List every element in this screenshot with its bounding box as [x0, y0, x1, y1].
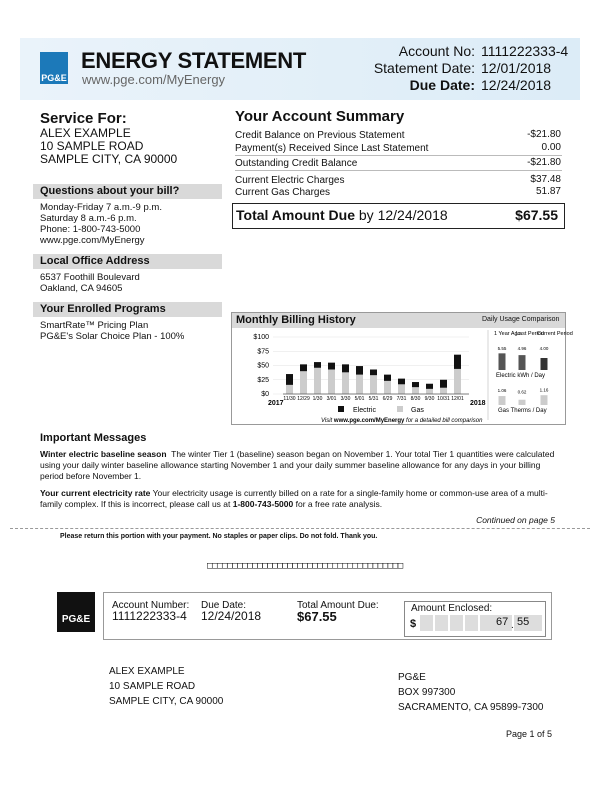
- amount-enclosed-dollars-value: 67: [496, 616, 509, 628]
- program-smartrate: SmartRate™ Pricing Plan: [40, 320, 149, 331]
- bar-electric: [440, 380, 447, 388]
- summary-divider: [235, 170, 562, 171]
- continued-note: Continued on page 5: [476, 515, 555, 525]
- bar-electric: [356, 366, 363, 375]
- message-rate-body: Your electricity usage is currently billed on a rate for a single-family home or common-use area of a multi-family complex. If this is incorrect, please call us at: [40, 488, 548, 509]
- bar-electric: [328, 363, 335, 370]
- program-solar-choice: PG&E's Solar Choice Plan - 100%: [40, 331, 185, 342]
- summary-row-label: Outstanding Credit Balance: [235, 158, 358, 169]
- summary-row-label: Credit Balance on Previous Statement: [235, 130, 405, 141]
- mailing-to-name: PG&E: [398, 672, 426, 683]
- mailing-to-box: BOX 997300: [398, 687, 456, 698]
- x-tick-label: 11/30: [283, 396, 296, 402]
- coupon-due-value: 12/24/2018: [201, 609, 262, 623]
- legend-electric-label: Electric: [353, 407, 376, 414]
- daily-electric-bar: [519, 355, 526, 370]
- statement-date-label: Statement Date:: [373, 60, 475, 76]
- coupon-due-label: Due Date:: [201, 600, 247, 611]
- x-tick-label: 12/29: [297, 396, 310, 402]
- daily-electric-label: Electric kWh / Day: [496, 373, 546, 379]
- daily-electric-value: 4.96: [517, 346, 527, 351]
- bar-gas: [314, 368, 321, 394]
- document-title: ENERGY STATEMENT: [81, 48, 306, 73]
- summary-divider: [235, 155, 562, 156]
- account-no-value: 1111222333-4: [481, 43, 569, 59]
- bar-gas: [370, 375, 377, 394]
- x-tick-label: 9/30: [424, 396, 435, 402]
- y-tick-label: $50: [257, 362, 269, 370]
- service-city: SAMPLE CITY, CA 90000: [40, 152, 178, 166]
- barcode: □□□□□□□□□□□□□□□□□□□□□□□□□□□□□□□□□□□□□□□: [207, 561, 403, 571]
- amount-enclosed-cell[interactable]: [450, 615, 463, 631]
- mailing-to: [398, 670, 543, 715]
- daily-gas-bar: [499, 396, 506, 405]
- x-tick-label: 5/31: [368, 396, 379, 402]
- total-due-by-date: by 12/24/2018: [358, 207, 448, 223]
- daily-gas-value: 1.16: [539, 387, 549, 393]
- message-baseline: [40, 449, 562, 482]
- bar-gas: [356, 375, 363, 394]
- amount-enclosed-cell[interactable]: [435, 615, 448, 631]
- summary-row-label: Payment(s) Received Since Last Statement: [235, 143, 429, 154]
- daily-usage-title: Daily Usage Comparison: [482, 316, 560, 323]
- message-rate-head: Your current electricity rate: [40, 488, 151, 498]
- bar-electric: [300, 364, 307, 371]
- y-tick-label: $0: [261, 391, 269, 398]
- mailing-to-city: SACRAMENTO, CA 95899-7300: [398, 702, 544, 713]
- bar-electric: [342, 364, 349, 372]
- y-tick-label: $75: [257, 348, 269, 356]
- due-date-label: Due Date:: [409, 77, 475, 93]
- amount-enclosed-cell[interactable]: [420, 615, 433, 631]
- bar-gas: [454, 369, 461, 394]
- office-title: Local Office Address: [33, 254, 222, 269]
- total-due-label: [236, 207, 448, 223]
- account-summary-title: Your Account Summary: [235, 108, 405, 125]
- daily-electric-bar: [541, 358, 548, 370]
- y-tick-label: $100: [253, 334, 269, 341]
- chart-footer: [321, 418, 483, 424]
- billing-history-chart: [231, 328, 573, 425]
- legend-electric-swatch: [338, 406, 344, 412]
- daily-gas-bar: [541, 395, 548, 405]
- chart-footer-pre: Visit: [321, 418, 333, 424]
- x-tick-label: 3/30: [340, 396, 351, 402]
- service-name: ALEX EXAMPLE: [40, 126, 131, 140]
- daily-electric-bar: [499, 353, 506, 370]
- daily-col-year-ago: 1 Year Ago: [494, 331, 521, 337]
- chart-footer-url: www.pge.com/MyEnergy: [333, 418, 405, 424]
- programs-title: Your Enrolled Programs: [33, 302, 222, 317]
- chart-footer-post: for a detailed bill comparison: [406, 418, 483, 424]
- return-instructions: Please return this portion with your payment. No staples or paper clips. Do not fold. Thank you.: [60, 533, 378, 540]
- service-street: 10 SAMPLE ROAD: [40, 139, 144, 153]
- bar-electric: [398, 379, 405, 385]
- x-tick-label: 1/30: [312, 396, 323, 402]
- bar-gas: [300, 371, 307, 394]
- bar-electric: [314, 362, 321, 368]
- amount-enclosed-decimal: .: [511, 620, 514, 631]
- coupon-account-label: Account Number:: [112, 600, 190, 611]
- total-due-text: Total Amount Due: [236, 207, 355, 223]
- bar-gas: [384, 381, 391, 394]
- summary-row-value: 51.87: [535, 186, 561, 197]
- tear-line: [10, 528, 590, 529]
- message-rate-phone: 1-800-743-5000: [232, 499, 294, 509]
- x-tick-label: 10/31: [437, 396, 450, 402]
- year-label-end: 2018: [470, 400, 486, 407]
- daily-electric-value: 4.00: [539, 346, 549, 351]
- bar-electric: [286, 374, 293, 385]
- bar-electric: [412, 382, 419, 387]
- summary-row-value: -$21.80: [527, 129, 561, 140]
- bar-gas: [440, 388, 447, 394]
- coupon-logo-text: PG&E: [61, 614, 91, 625]
- important-messages-title: Important Messages: [40, 432, 147, 444]
- mailing-from: [109, 664, 223, 709]
- daily-col-last-period: Last Period: [516, 331, 544, 337]
- bar-gas: [412, 387, 419, 394]
- summary-row-value: 0.00: [541, 142, 561, 153]
- message-rate: [40, 488, 562, 510]
- bar-electric: [370, 369, 377, 375]
- summary-row-label: Current Electric Charges: [235, 175, 345, 186]
- daily-col-current-period: Current Period: [537, 331, 573, 337]
- daily-electric-value: 5.55: [497, 346, 507, 351]
- y-tick-label: $25: [257, 376, 269, 384]
- amount-enclosed-cell[interactable]: [465, 615, 478, 631]
- mailing-from-street: 10 SAMPLE ROAD: [109, 681, 196, 692]
- summary-row-value: -$21.80: [527, 157, 561, 168]
- questions-url[interactable]: www.pge.com/MyEnergy: [40, 235, 145, 246]
- amount-enclosed-dollar-sign: $: [410, 618, 417, 630]
- year-label-start: 2017: [268, 400, 284, 407]
- account-no-label: Account No:: [398, 43, 475, 59]
- pge-logo-text: PG&E: [41, 73, 67, 83]
- total-due-value: $67.55: [515, 207, 558, 223]
- bar-gas: [342, 372, 349, 394]
- office-city: Oakland, CA 94605: [40, 283, 123, 294]
- x-tick-label: 3/01: [326, 396, 337, 402]
- due-date-value: 12/24/2018: [481, 77, 552, 93]
- questions-phone: Phone: 1-800-743-5000: [40, 224, 141, 235]
- questions-hours-weekday: Monday-Friday 7 a.m.-9 p.m.: [40, 202, 162, 213]
- bar-electric: [384, 375, 391, 381]
- questions-hours-saturday: Saturday 8 a.m.-6 p.m.: [40, 213, 137, 224]
- summary-row-label: Current Gas Charges: [235, 187, 331, 198]
- coupon-account-value: 1111222333-4: [112, 609, 187, 623]
- message-baseline-body: The winter Tier 1 (baseline) season began on November 1. Your total Tier 1 quantities were calculated using your daily winter baseline allowance starting November 1 and your daily summer baseline allowance for any days in your billing period before November 1.: [40, 449, 555, 481]
- bar-electric: [454, 355, 461, 369]
- message-baseline-head: Winter electric baseline season: [40, 449, 167, 459]
- coupon-total-value: $67.55: [297, 609, 337, 624]
- coupon-pge-logo: [57, 592, 95, 632]
- x-tick-label: 12/01: [451, 396, 464, 402]
- x-tick-label: 6/29: [382, 396, 393, 402]
- statement-date-value: 12/01/2018: [481, 60, 552, 76]
- header-url: www.pge.com/MyEnergy: [82, 72, 226, 87]
- x-tick-label: 8/30: [410, 396, 421, 402]
- bar-gas: [426, 389, 433, 394]
- page-number: Page 1 of 5: [505, 729, 552, 739]
- mailing-from-city: SAMPLE CITY, CA 90000: [109, 696, 224, 707]
- x-tick-label: 5/01: [354, 396, 365, 402]
- x-tick-label: 7/31: [396, 396, 407, 402]
- service-for-title: Service For:: [40, 110, 127, 127]
- daily-gas-value: 0.62: [517, 389, 527, 395]
- mailing-from-name: ALEX EXAMPLE: [109, 666, 185, 677]
- billing-history-title: Monthly Billing History: [236, 314, 356, 326]
- office-street: 6537 Foothill Boulevard: [40, 272, 140, 283]
- daily-gas-bar: [519, 400, 526, 405]
- daily-gas-value: 1.06: [497, 387, 507, 393]
- legend-gas-label: Gas: [411, 407, 424, 414]
- bar-gas: [286, 385, 293, 394]
- bar-gas: [398, 384, 405, 394]
- amount-enclosed-cents-value: 55: [517, 616, 530, 628]
- coupon-total-label: Total Amount Due:: [297, 600, 379, 611]
- summary-row-value: $37.48: [530, 174, 561, 185]
- message-rate-tail: for a free rate analysis.: [295, 499, 383, 509]
- amount-enclosed-label: Amount Enclosed:: [411, 603, 493, 614]
- bar-electric: [426, 384, 433, 389]
- bar-gas: [328, 369, 335, 394]
- daily-gas-label: Gas Therms / Day: [498, 408, 547, 414]
- questions-title: Questions about your bill?: [33, 184, 222, 199]
- legend-gas-swatch: [397, 406, 403, 412]
